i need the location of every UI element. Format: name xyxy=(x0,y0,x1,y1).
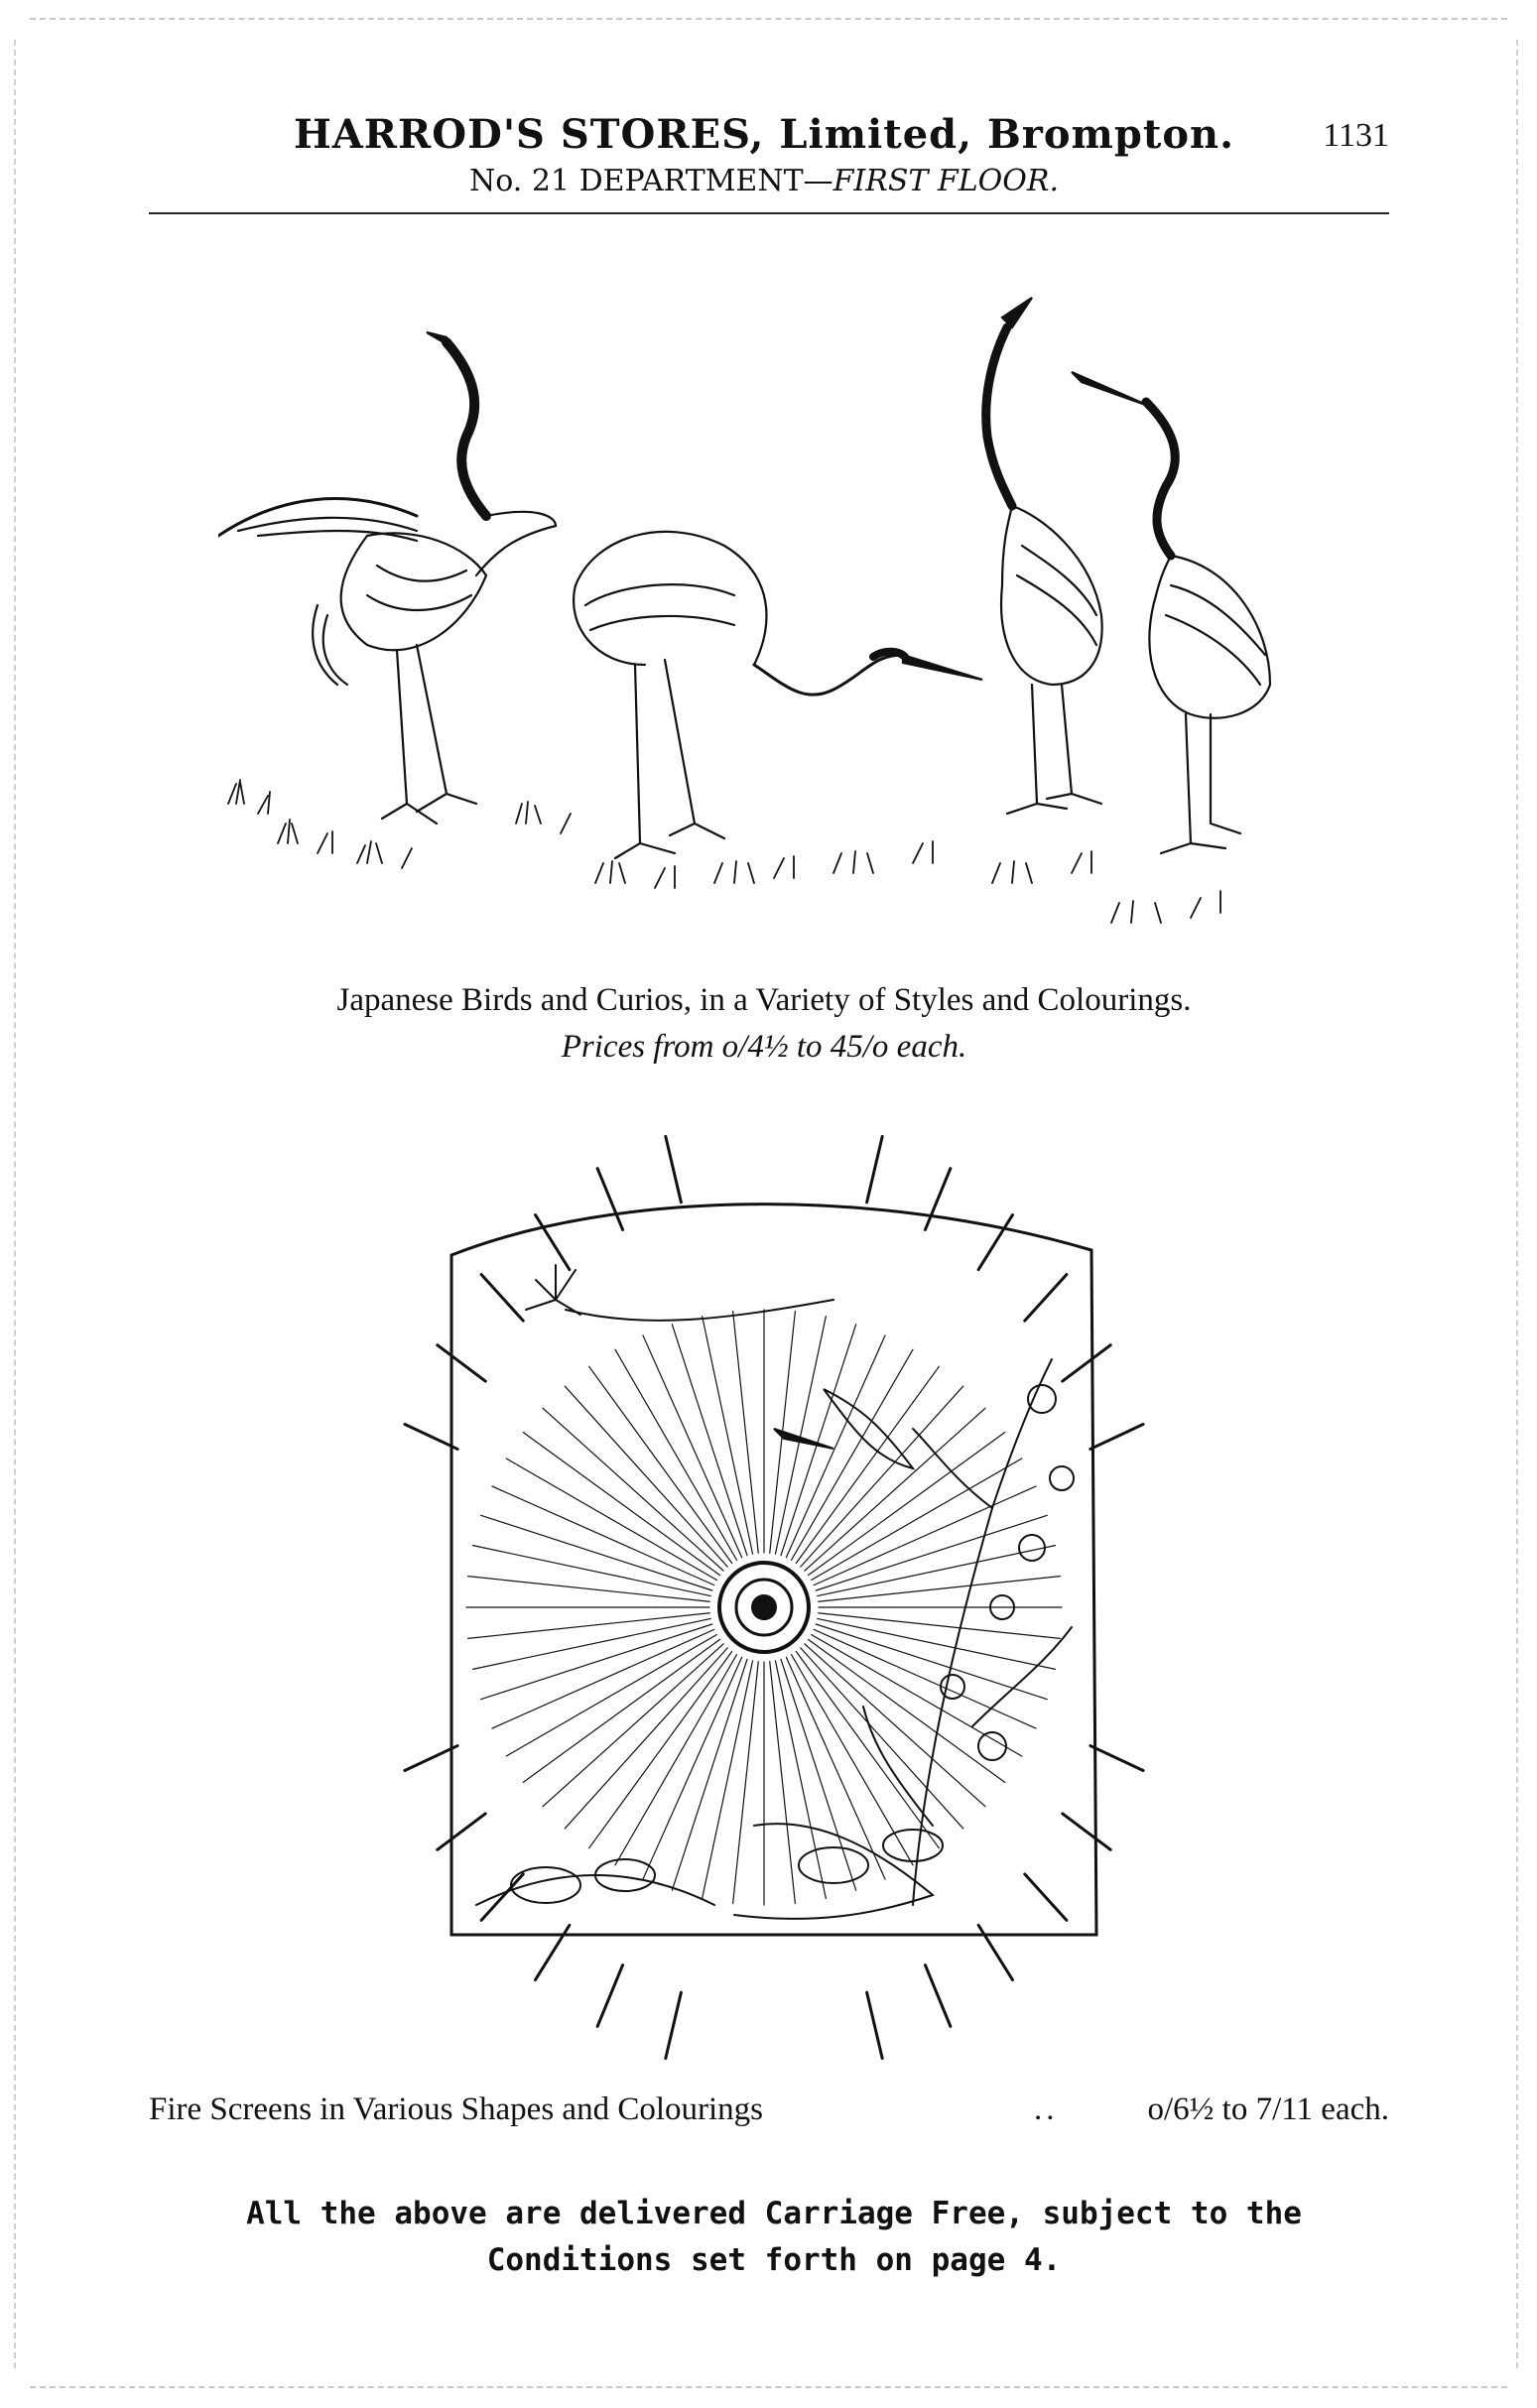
fire-screens-price: o/6½ to 7/11 each. xyxy=(1147,2091,1389,2127)
cranes-caption-text: Japanese Birds and Curios, in a Variety of Styles and Colourings. xyxy=(336,982,1192,1018)
grass-tufts xyxy=(228,780,1220,923)
store-title: HARROD'S STORES, Limited, Brompton. xyxy=(293,111,1235,158)
right-edge-dashes xyxy=(1516,40,1518,2368)
delivery-note: All the above are delivered Carriage Free, subject to the Conditions set forth on page 4. xyxy=(246,2196,1302,2278)
cranes-caption xyxy=(119,982,1409,1066)
fire-screens-line xyxy=(149,2091,1389,2128)
screen-panel xyxy=(451,1204,1096,1935)
header-rule xyxy=(149,212,1389,214)
department-line xyxy=(139,164,1389,198)
fire-screens-price-group xyxy=(1034,2091,1389,2128)
crane-wings-spread xyxy=(218,332,556,824)
leader-dots: .. xyxy=(1034,2091,1059,2127)
fire-screens-label: Fire Screens in Various Shapes and Colourings xyxy=(149,2091,763,2127)
cranes-prices: Prices from o/4½ to 45/o each. xyxy=(561,1029,967,1065)
left-edge-dashes xyxy=(14,40,16,2368)
crane-looking-up xyxy=(986,298,1102,814)
crane-bending xyxy=(574,532,982,858)
flowering-plants xyxy=(476,1265,1074,1919)
cranes-illustration xyxy=(218,288,1349,982)
department-label: No. 21 DEPARTMENT— xyxy=(469,164,833,198)
page-header xyxy=(139,111,1389,198)
floor-label: FIRST FLOOR. xyxy=(833,164,1059,198)
page-number: 1131 xyxy=(1323,117,1389,154)
bottom-edge-dashes xyxy=(30,2386,1507,2388)
top-edge-dashes xyxy=(30,18,1507,20)
screen-spokes xyxy=(405,1136,1143,2058)
fire-screen-illustration xyxy=(397,1131,1151,2074)
